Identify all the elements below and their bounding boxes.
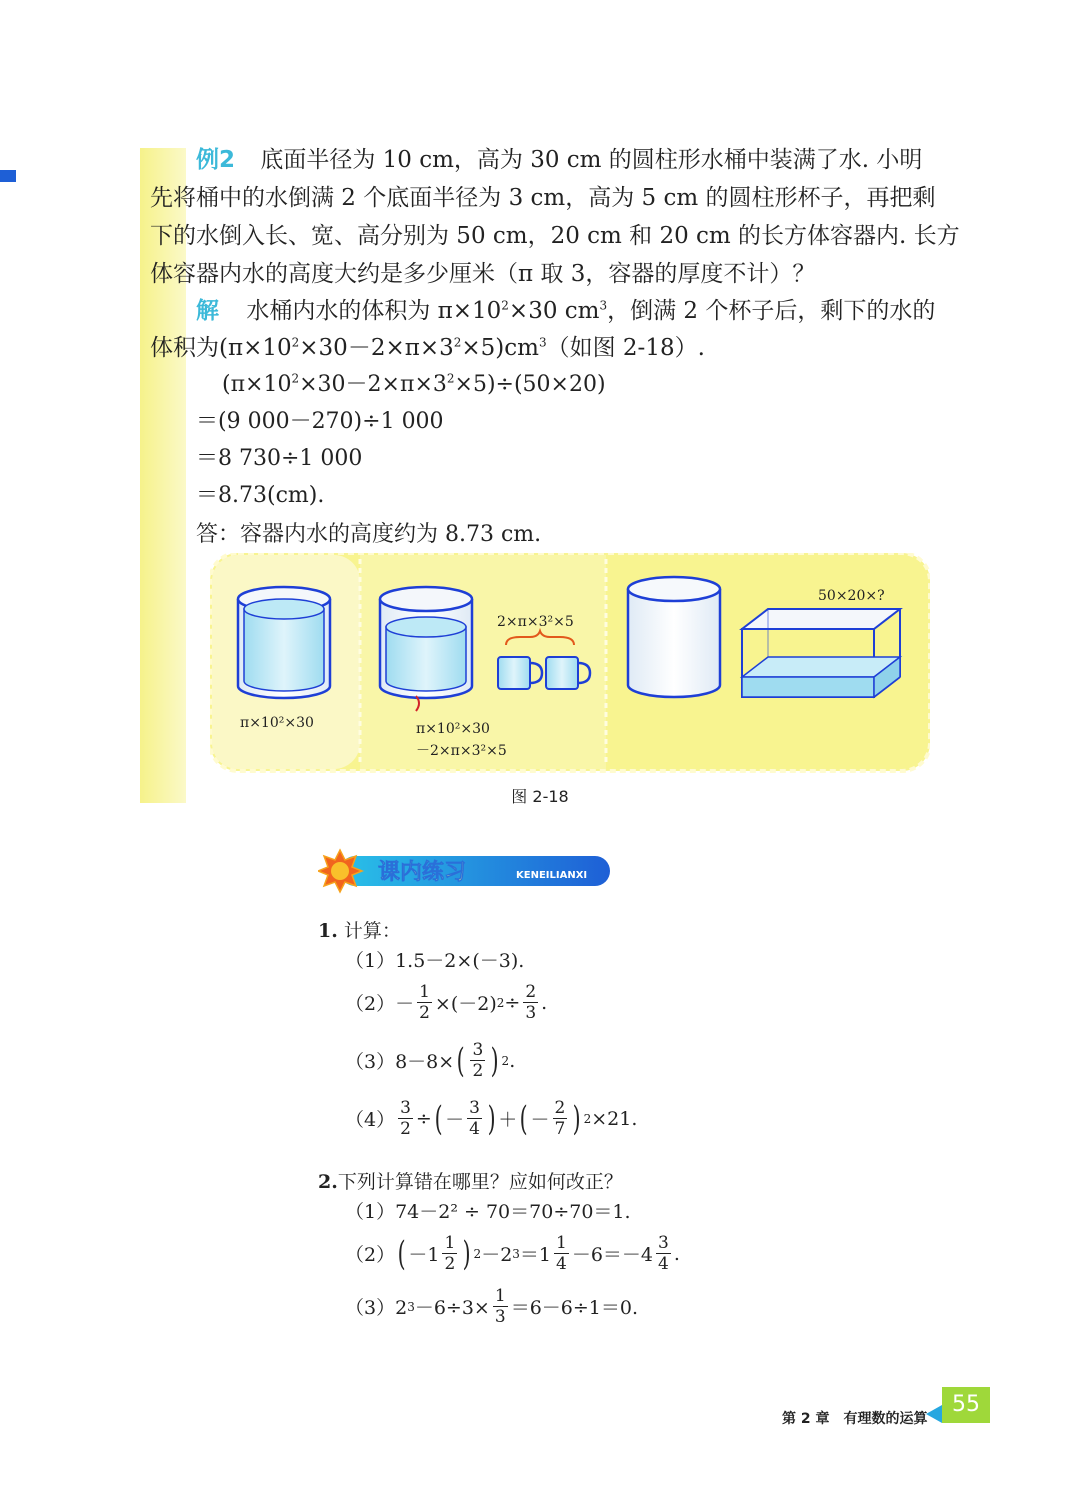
question-2-title: 2.下列计算错在哪里？应如何改正？	[318, 1171, 623, 1193]
q1-item-4: （4） $\frac{3}{2}$ ÷ ( － $\frac{3}{4}$ ) ＋ ( － $\frac{2}{7}$ ) 2 ×21.	[345, 1098, 638, 1139]
q1-item-2: （2）－ $\frac{1}{2}$ ×(－2) 2 ÷ $\frac{2}{3}$ .	[345, 982, 548, 1023]
q2-item-3: （3）2 3 －6÷3× $\frac{1}{3}$ ＝6－6÷1＝0.	[345, 1286, 639, 1327]
q1-item-1: （1）1.5－2×(－3).	[345, 950, 525, 972]
q2-item-2: （2） ( －1 $\frac{1}{2}$ ) 2 －2 3 ＝1 $\frac{1}{4}$ －6＝－4 $\frac{3}{4}$ .	[345, 1233, 680, 1274]
solution-line-1: 解 水桶内水的体积为 $\pi\times 10^2\times 30$ $cm^3$，倒满 2 个杯子后，剩下的水的	[196, 298, 936, 324]
figure-label-remaining-2: －2×π×3²×5	[416, 743, 507, 759]
example-line-4: 体容器内水的高度大约是多少厘米（π 取 3，容器的厚度不计）？	[150, 261, 816, 287]
question-1-title: 1. 计算：	[318, 920, 401, 942]
figure-label-cups: 2×π×3²×5	[497, 614, 574, 630]
calc-step-3: ＝8 730÷1 000	[196, 446, 363, 471]
full-bucket-icon	[238, 587, 330, 698]
calc-step-1: $(\pi\times 10^2\times 30-2\times\pi\times 3^2\times 5)\div(50\times 20)$	[222, 371, 606, 397]
calc-step-2: ＝(9 000－270)÷1 000	[196, 409, 444, 434]
empty-bucket-icon	[628, 577, 720, 697]
solution-answer: 答：容器内水的高度约为 8.73 cm.	[196, 522, 542, 547]
calc-step-4: ＝8.73(cm).	[196, 483, 325, 508]
exercise-banner-subtitle: KENEILIANXI	[516, 870, 588, 881]
q1-item-3: （3）8－8× ( $\frac{3}{2}$ ) 2 .	[345, 1040, 516, 1081]
q2-item-1: （1）74－2² ÷ 70＝70÷70＝1.	[345, 1201, 631, 1223]
example-line-3: 下的水倒入长、宽、高分别为 50 cm，20 cm 和 20 cm 的长方体容器内. 长方	[150, 223, 960, 249]
figure-label-box: 50×20×?	[818, 588, 885, 604]
solution-label: 解	[196, 298, 219, 324]
example-line-1: 例2 底面半径为 10 cm，高为 30 cm 的圆柱形水桶中装满了水. 小明	[196, 147, 923, 173]
solution-line-2: 体积为$(\pi\times 10^2\times 30-2\times\pi\times 3^2\times 5)cm^3$（如图 2-18）.	[150, 335, 705, 361]
figure-label-remaining-1: π×10²×30	[416, 721, 490, 737]
edge-marker	[0, 170, 16, 182]
example-line-2: 先将桶中的水倒满 2 个底面半径为 3 cm，高为 5 cm 的圆柱形杯子，再把剩	[150, 185, 936, 211]
page-arrow	[926, 1405, 942, 1423]
exercise-banner-title: 课内练习	[378, 860, 467, 885]
partial-bucket-icon	[380, 587, 472, 711]
figure-label-full: π×10²×30	[240, 715, 314, 731]
figure-caption: 图 2-18	[511, 787, 569, 806]
figure-2-18	[210, 553, 930, 773]
page-number: 55	[942, 1387, 990, 1423]
example-label: 例2	[196, 147, 236, 173]
chapter-footer: 第 2 章 有理数的运算	[782, 1411, 928, 1427]
exercise-banner	[318, 848, 618, 894]
